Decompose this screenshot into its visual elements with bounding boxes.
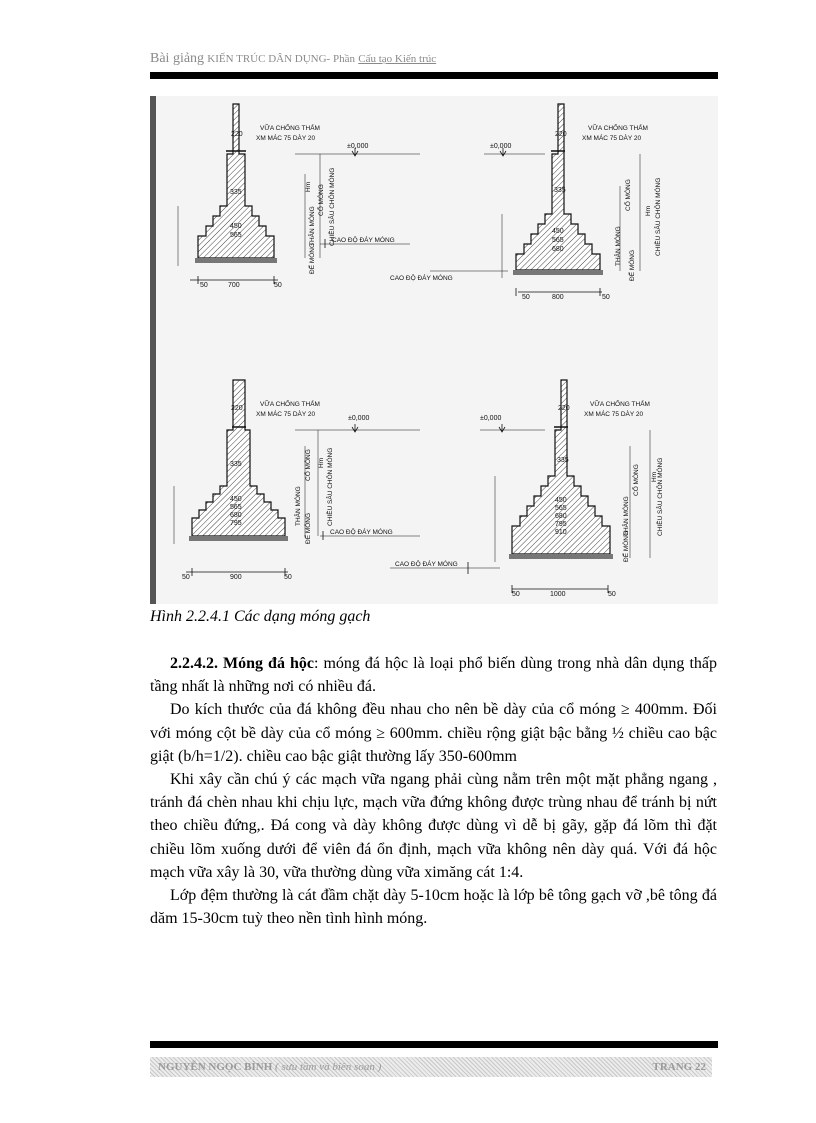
dim-wall-c: 220 [231,405,243,412]
dim-c-680: 680 [230,512,242,519]
dim-b-680: 680 [552,246,564,253]
label-hm-c: Hm [318,457,325,468]
dim-a-side-left: 50 [200,282,208,289]
header-part2: KIẾN TRÚC DÂN DỤNG- Phần [207,53,355,65]
dim-b-450: 450 [552,228,564,235]
footer-author: NGUYỄN NGỌC BÌNH [158,1061,273,1073]
label-depth-a: CHIỀU SÂU CHÔN MÓNG [329,167,336,246]
paragraph-4: Lớp đệm thường là cát đầm chặt dày 5-10cm hoặc là lớp bê tông gạch vỡ ,bê tông đá dăm 15-30cm tuỳ theo nền tình hình móng. [150,887,717,928]
label-level-b: ±0,000 [490,143,512,150]
label-level-d: ±0,000 [480,415,502,422]
label-hm-a: Hm [305,181,312,192]
label-base-d: ĐẾ MÓNG [623,530,630,562]
footer-note: ( sưu tầm và biên soạn ) [275,1061,382,1073]
body-text [150,652,717,930]
label-mortar-spec-b: XM MÁC 75 DÀY 20 [582,135,642,142]
dim-neck-a: 335 [230,189,242,196]
footing-c [174,380,420,576]
paragraph-3: Khi xây cần chú ý các mạch vữa ngang phải cùng nằm trên một mặt phẳng ngang , tránh đá chèn nhau khi chịu lực, mạch vữa đứng không được trùng nhau để tránh bị nứt theo chiều đứng,. Đá cong và dày không được dùng vì dễ bị gãy, gặp đá lõm thì đặt chiều lõm xuống dưới để viên đá ổn định, mạch vữa không nên dày quá. Với đá hộc mạch vữa xây là 30, vữa thường dùng vữa ximăng cát 1:4. [150,771,717,881]
label-mortar-a: VỮA CHỐNG THẤM [260,125,320,132]
dim-d-680: 680 [555,513,567,520]
dim-c-565: 565 [230,504,242,511]
label-neck-d: CỔ MÓNG [633,464,640,496]
label-mortar-b: VỮA CHỐNG THẤM [588,125,648,132]
dim-a-450: 450 [230,223,242,230]
label-body-d: THÂN MÓNG [623,496,630,536]
dim-d-side-left: 50 [512,591,520,598]
label-body-b: THÂN MÓNG [615,226,622,266]
label-hm-d: Hm [651,471,658,482]
dim-b-side-left: 50 [522,294,530,301]
scan-edge [150,96,156,604]
dim-wall-d: 220 [558,405,570,412]
dim-d-side-right: 50 [608,591,616,598]
dim-d-910: 910 [555,529,567,536]
dim-d-565: 565 [555,505,567,512]
section-number: 2.2.4.2. [170,655,218,672]
label-depth-b: CHIỀU SÂU CHÔN MÓNG [655,177,662,256]
label-bottom-level-d: CAO ĐỘ ĐÁY MÓNG [395,561,458,568]
label-mortar-spec-c: XM MÁC 75 DÀY 20 [256,411,316,418]
foundation-figure [150,96,718,604]
dim-neck-d: 335 [557,457,569,464]
label-body-c: THÂN MÓNG [295,486,302,526]
label-bottom-level-b: CAO ĐỘ ĐÁY MÓNG [390,275,453,282]
footer-page: TRANG 22 [652,1061,706,1073]
dim-neck-b: 335 [554,187,566,194]
header-part1: Bài giảng [150,51,205,66]
label-level-a: ±0,000 [347,143,369,150]
label-hm-b: Hm [645,205,652,216]
dim-d-795: 795 [555,521,567,528]
label-level-c: ±0,000 [348,415,370,422]
footing-drawings [150,96,718,604]
label-depth-d: CHIỀU SÂU CHÔN MÓNG [657,457,664,536]
label-mortar-c: VỮA CHỐNG THẤM [260,401,320,408]
footer-author-block [158,1057,381,1077]
label-bottom-level-c: CAO ĐỘ ĐÁY MÓNG [330,529,393,536]
dim-b-base: 800 [552,294,564,301]
running-header [150,50,436,67]
dim-a-565: 565 [230,232,242,239]
dim-b-565: 565 [552,237,564,244]
label-base-b: ĐẾ MÓNG [629,249,636,281]
dim-neck-c: 335 [230,461,242,468]
paragraph-1-text: : móng đá hộc là loại phổ biến dùng trong nhà dân dụng thấp tầng nhất là những nơi có nhiều đá. [150,655,718,696]
label-base-c: ĐẾ MÓNG [305,512,312,544]
dim-c-450: 450 [230,496,242,503]
dim-b-side-right: 50 [602,294,610,301]
dim-d-450: 450 [555,497,567,504]
footing-b [430,104,640,296]
header-rule [150,72,718,79]
label-neck-c: CỔ MÓNG [305,449,312,481]
dim-a-side-right: 50 [274,282,282,289]
label-mortar-spec-d: XM MÁC 75 DÀY 20 [584,411,644,418]
dim-c-side-left: 50 [182,574,190,581]
footer-rule [150,1041,718,1048]
label-mortar-spec-a: XM MÁC 75 DÀY 20 [256,135,316,142]
label-base-a: ĐẾ MÓNG [309,242,316,274]
label-neck-b: CỔ MÓNG [625,179,632,211]
label-body-a: THÂN MÓNG [309,206,316,246]
dim-a-base: 700 [228,282,240,289]
paragraph-2: Do kích thước của đá không đều nhau cho nên bề dày của cổ móng ≥ 400mm. Đối với móng cột bề dày của cổ móng ≥ 600mm. chiều rộng giật bậc bằng ½ chiều cao bậc giật (b/h=1/2). chiều cao bậc giật thường lấy 350-600mm [150,701,717,765]
dim-d-base: 1000 [550,591,566,598]
dim-c-795: 795 [230,520,242,527]
dim-wall-a: 220 [231,131,243,138]
label-mortar-d: VỮA CHỐNG THẤM [590,401,650,408]
section-title: Móng đá hộc [223,655,314,672]
label-neck-a: CỔ MÓNG [318,184,325,216]
label-depth-c: CHIỀU SÂU CHÔN MÓNG [327,447,334,526]
paragraph-1 [150,652,717,698]
dim-c-side-right: 50 [284,574,292,581]
running-footer [150,1057,712,1077]
label-bottom-level-a: CAO ĐỘ ĐÁY MÓNG [332,237,395,244]
header-part3: Cấu tạo Kiến trúc [358,53,437,65]
figure-caption: Hình 2.2.4.1 Các dạng móng gạch [150,608,371,625]
dim-wall-b: 220 [555,131,567,138]
dim-c-base: 900 [230,574,242,581]
